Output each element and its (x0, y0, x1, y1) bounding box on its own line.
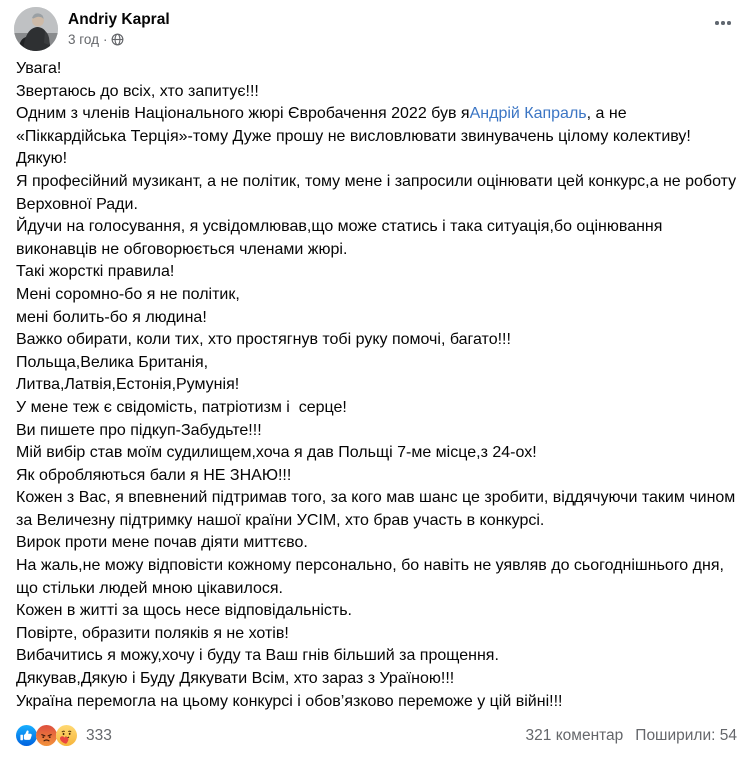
care-reaction-icon[interactable] (56, 725, 77, 746)
post-paragraph (16, 352, 737, 375)
post-paragraph (16, 374, 737, 397)
post-text: Звертаюсь до всіх, хто запитує!!! (16, 82, 259, 100)
post-paragraph (16, 329, 737, 352)
post-text: Йдучи на голосування, я усвідомлював,що може статись і така ситуація,бо оцінювання виконавців не обговорюється членами жюрі. (16, 218, 667, 258)
post-footer (0, 719, 753, 758)
post-text: Мій вибір став моїм судилищем,хоча я дав Польщі 7-ме місце,з 24-ох! (16, 444, 537, 462)
post-text: Кожен з Вас, я впевнений підтримав того, за кого мав шанс це зробити, віддячуючи таким чином за Величезну підтримку нашої країни УСІМ, хто брав участь в конкурсі. (16, 489, 740, 529)
post-text: , а не «Піккардійська Терція»-тому Дуже прошу не висловлювати звинувачень цілому колективу! (16, 105, 691, 145)
author-name[interactable]: Andriy Kapral (68, 11, 170, 28)
post-text: Польща,Велика Британія, (16, 353, 209, 371)
reactions-count[interactable]: 333 (86, 726, 112, 744)
post-text: Дякував,Дякую і Буду Дякувати Всім, хто зараз з Ураїною!!! (16, 670, 455, 688)
post-text: Як обробляються бали я НЕ ЗНАЮ!!! (16, 466, 292, 484)
avatar[interactable] (14, 7, 58, 51)
post-text: Важко обирати, коли тих, хто простягнув тобі руку помочі, багато!!! (16, 331, 511, 349)
post-text: У мене теж є свідомість, патріотизм і серце! (16, 398, 347, 416)
post-text: Я професійний музикант, а не політик, тому мене і запросили оцінювати цей конкурс,а не роботу Верховної Ради. (16, 172, 741, 213)
post-header (0, 0, 753, 51)
post-text: Повірте, образити поляків я не хотів! (16, 624, 289, 642)
like-reaction-icon[interactable] (16, 725, 37, 746)
meta-separator: · (102, 32, 108, 47)
post-text: Вибачитись я можу,хочу і буду та Ваш гнів більший за прощення. (16, 647, 499, 665)
post-paragraph (16, 81, 737, 104)
post-text: Дякую! (16, 150, 68, 168)
post-text: Увага! (16, 60, 62, 77)
post-meta (68, 32, 170, 47)
more-options-button[interactable] (709, 7, 737, 39)
post-paragraph (16, 103, 737, 148)
post-paragraph (16, 555, 737, 600)
dot-icon (727, 21, 731, 25)
post-paragraph (16, 532, 737, 555)
post-paragraph (16, 600, 737, 623)
angry-reaction-icon[interactable] (36, 725, 57, 746)
reactions-summary[interactable] (16, 725, 112, 746)
post-paragraph (16, 171, 741, 216)
post-paragraph (16, 645, 737, 668)
post-paragraph (16, 284, 737, 307)
post-paragraph (16, 623, 737, 646)
post-text: Такі жорсткі правила! (16, 263, 175, 281)
post-text: Ви пишете про підкуп-Забудьте!!! (16, 421, 262, 439)
post-text: Україна перемогла на цьому конкурсі і обов’язково переможе у цій війні!!! (16, 692, 563, 710)
author-mention-link[interactable]: Андрій Капраль (469, 105, 587, 123)
post-paragraph (16, 216, 737, 261)
shares-count[interactable]: Поширили: 54 (635, 726, 737, 744)
post-text: Литва,Латвія,Естонія,Румунія! (16, 376, 240, 394)
timestamp[interactable]: 3 год (68, 32, 99, 47)
post-paragraph (16, 261, 737, 284)
post-text: На жаль,не можу відповісти кожному персонально, бо навіть не уявляв до сьогоднішнього дня, що стільки людей мною цікавилося. (16, 557, 729, 597)
dot-icon (715, 21, 719, 25)
post-text: Мені соромно-бо я не політик, (16, 285, 240, 303)
post-paragraph (16, 58, 737, 81)
post-paragraph (16, 397, 737, 420)
post-text: Кожен в житті за щось несе відповідальність. (16, 602, 352, 620)
post-text: мені болить-бо я людина! (16, 308, 207, 326)
post-paragraph (16, 465, 737, 488)
post-paragraph (16, 668, 737, 691)
globe-icon (111, 33, 124, 46)
post-text: Одним з членів Національного жюрі Євробачення 2022 був я (16, 105, 470, 123)
post-paragraph (16, 691, 737, 714)
header-info (68, 7, 170, 47)
dot-icon (721, 21, 725, 25)
post-paragraph (16, 420, 737, 443)
post-paragraph (16, 148, 737, 171)
post-text: Вирок проти мене почав діяти миттєво. (16, 534, 308, 552)
post-paragraph (16, 487, 740, 532)
post-stats (526, 727, 737, 745)
post-body (0, 51, 753, 715)
post-paragraph (16, 442, 737, 465)
post-paragraph (16, 307, 737, 330)
comments-count[interactable]: 321 коментар (525, 726, 624, 744)
